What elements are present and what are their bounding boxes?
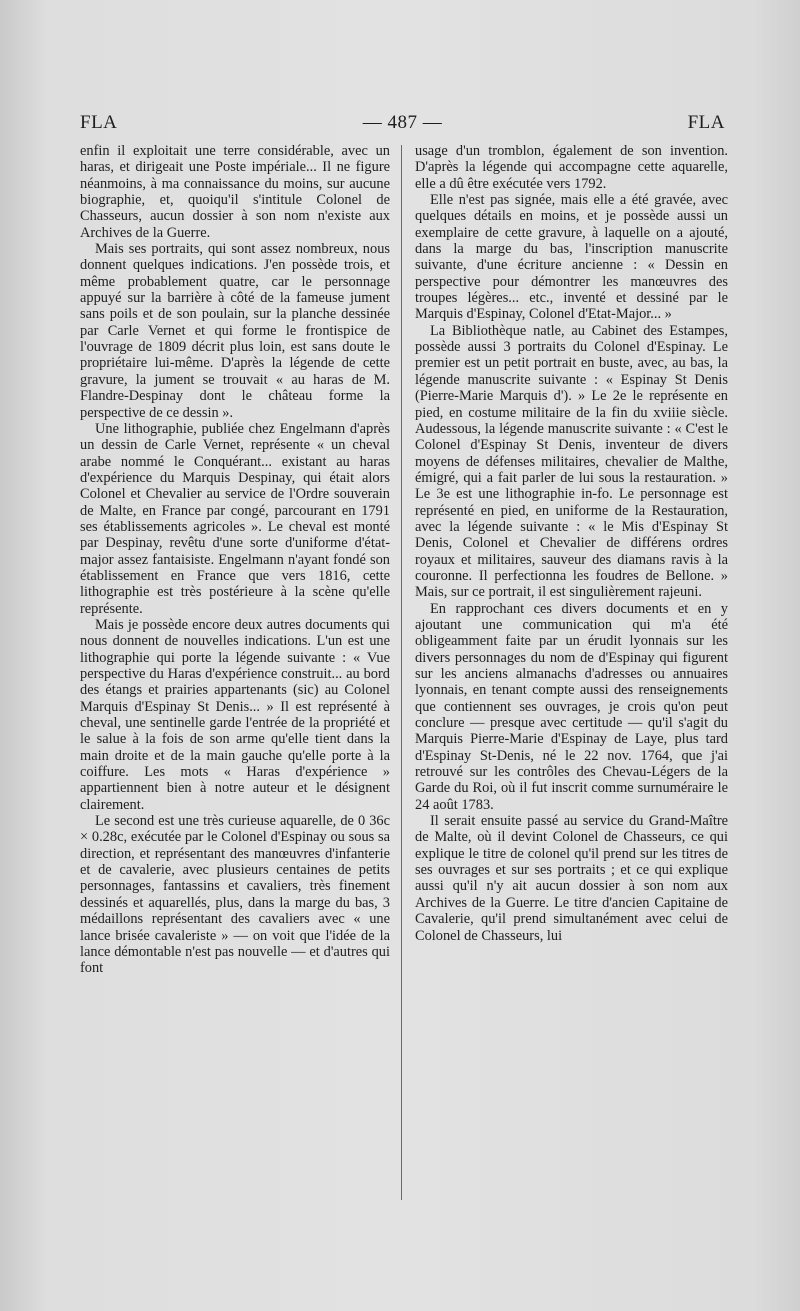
paragraph: En rapprochant ces divers documents et en y ajoutant une communication qui m'a été obligeamment faite par un érudit lyonnais sur les divers personnages du nom de d'Espinay qui figurent sur les anciens almanachs d'adresses ou annuaires lyonnais, en tenant compte aussi des renseignements que contiennent ses ouvrages, je crois qu'on peut conclure — presque avec certitude — qu'il s'agit du Marquis Pierre-Marie d'Espinay de Laye, plus tard d'Espinay St-Denis, né le 22 nov. 1764, que j'ai retrouvé sur les contrôles des Chevau-Légers de la Garde du Roi, où il fut inscrit comme surnuméraire le 24 août 1783. bbox=[415, 600, 728, 813]
paragraph: Le second est une très curieuse aquarelle, de 0 36c × 0.28c, exécutée par le Colonel d'Espinay ou sous sa direction, et représentant des manœuvres d'infanterie et de cavalerie, avec plusieurs centaines de petits personnages, fantassins et cavaliers, très finement dessinés et aquarellés, plus, dans la marge du bas, 3 médaillons représentant des cavaliers avec « une lance brisée cavaleriste » — on voit que l'idée de la lance démontable n'est pas nouvelle — et d'autres qui font bbox=[80, 813, 390, 977]
left-column bbox=[80, 143, 390, 977]
paragraph: Il serait ensuite passé au service du Grand-Maître de Malte, où il devint Colonel de Chasseurs, ce qui explique le titre de colonel qu'il prend sur les titres de ses ouvrages et sur ses portraits ; et ce qui explique aussi qu'il n'y ait aucun dossier à son nom aux Archives de la Guerre. Le titre d'ancien Capitaine de Cavalerie, qu'il prend simultanément avec celui de Colonel de Chasseurs, lui bbox=[415, 813, 728, 944]
paragraph: La Bibliothèque natle, au Cabinet des Estampes, possède aussi 3 portraits du Colonel d'Espinay. Le premier est un petit portrait en buste, avec, au bas, la légende manuscrite suivante : « Espinay St Denis (Pierre-Marie Marquis d'). » Le 2e le représente en pied, en costume militaire de la fin du xviiie siècle. Audessous, la légende manuscrite suivante : « C'est le Colonel d'Espinay St Denis, inventeur de divers moyens de défenses militaires, chevalier de Malthe, émigré, qui a fait parler de lui sous la restauration. » Le 3e est une lithographie in-fo. Le personnage est représenté en pied, en uniforme de la Restauration, avec la légende suivante : « le Mis d'Espinay St Denis, Colonel et Chevalier de différens ordres royaux et militaires, sauveur des diamans ravis à la couronne. Il perfectionna les foudres de Bellone. » Mais, sur ce portrait, il est singulièrement rajeuni. bbox=[415, 322, 728, 601]
paragraph: Une lithographie, publiée chez Engelmann d'après un dessin de Carle Vernet, représente « un cheval arabe nommé le Conquérant... existant au haras d'expérience du Marquis Despinay, qui était alors Colonel et Chevalier au service de l'Ordre souverain de Malte, en France par congé, parcourant en 1791 ses établissements agricoles ». Le cheval est monté par Despinay, revêtu d'une sorte d'uniforme d'état-major assez fantaisiste. Engelmann n'ayant fondé son établissement en France que vers 1816, cette lithographie est très postérieure à la scène qu'elle représente. bbox=[80, 420, 390, 617]
header-left: FLA bbox=[80, 112, 118, 133]
running-header bbox=[80, 112, 725, 142]
paragraph: enfin il exploitait une terre considérable, avec un haras, et dirigeait une Poste impériale... Il ne figure néanmoins, à ma connaissance du moins, sur aucune biographie, et, quoiqu'il s'intitule Colonel de Chasseurs, aucun dossier à son nom n'existe aux Archives de la Guerre. bbox=[80, 143, 390, 241]
page-number: — 487 — bbox=[362, 112, 443, 133]
paragraph: Mais ses portraits, qui sont assez nombreux, nous donnent quelques indications. J'en possède trois, et même probablement quatre, car le personnage appuyé sur la barrière à côté de la fameuse jument sans poils et de son poulain, sur la planche dessinée par Carle Vernet et qui forme le frontispice de l'ouvrage de 1809 décrit plus loin, est sans doute le propriétaire lui-même. D'après la légende de cette gravure, la jument se trouvait « au haras de M. Flandre-Despinay dont le château forme la perspective de ce dessin ». bbox=[80, 241, 390, 421]
header-right: FLA bbox=[687, 112, 725, 133]
paragraph: Elle n'est pas signée, mais elle a été gravée, avec quelques détails en moins, et je possède aussi un exemplaire de cette gravure, à laquelle on a ajouté, dans la marge du bas, l'inscription manuscrite suivante, d'une écriture ancienne : « Dessin en perspective pour démontrer les manœuvres des troupes légères... etc., inventé et dessiné par le Marquis d'Espinay, Colonel d'Etat-Major... » bbox=[415, 192, 728, 323]
column-divider bbox=[401, 145, 402, 1200]
paragraph: usage d'un tromblon, également de son invention. D'après la légende qui accompagne cette aquarelle, elle a dû être exécutée vers 1792. bbox=[415, 143, 728, 192]
paragraph: Mais je possède encore deux autres documents qui nous donnent de nouvelles indications. L'un est une lithographie qui porte la légende suivante : « Vue perspective du Haras d'expérience construit... au bord des étangs et prairies appartenants (sic) au Colonel Marquis d'Espinay St Denis... » Il est représenté à cheval, une sentinelle garde l'entrée de la propriété et le salue à la fois de son arme qu'elle tient dans la main droite et de la main gauche qu'elle porte à la coiffure. Les mots « Haras d'expérience » appartiennent bien à notre auteur et le désignent clairement. bbox=[80, 616, 390, 813]
right-column bbox=[415, 143, 728, 944]
